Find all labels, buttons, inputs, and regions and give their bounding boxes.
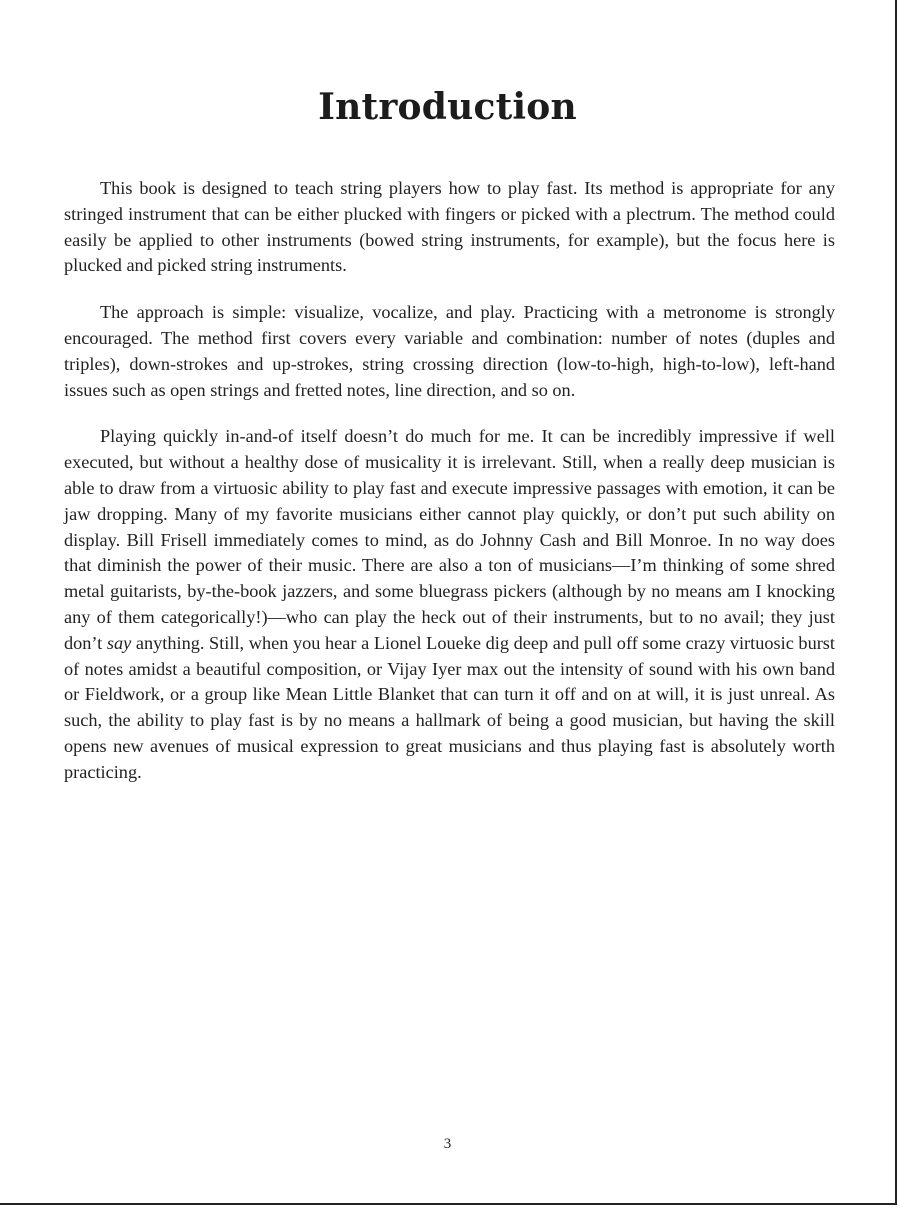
page-number: 3 [443,1136,452,1152]
paragraph-1: This book is designed to teach string players how to play fast. Its method is appropriate for any stringed instrument that can be either plucked with fingers or picked with a plectrum. The method could easily be applied to other instruments (bowed string instruments, for example), but the focus here is plucked and picked string instruments. [64,178,835,276]
body-text [64,176,835,807]
paragraph-2: The approach is simple: visualize, vocalize, and play. Practicing with a metronome is strongly encouraged. The method first covers every variable and combination: number of notes (duples and triples), down-strokes and up-strokes, string crossing direction (low-to-high, high-to-low), left-hand issues such as open strings and fretted notes, line direction, and so on. [64,302,835,400]
paragraph-3 [64,424,835,785]
italic-emphasis-say: say [106,632,132,653]
paragraph-3-text-after-italic: anything. Still, when you hear a Lionel Loueke dig deep and pull off some crazy virtuosic burst of notes amidst a beautiful composition, or Vijay Iyer max out the intensity of sound with his own band or Fieldwork, or a group like Mean Little Blanket that can turn it off and on at will, it is just unreal. As such, the ability to play fast is by no means a hallmark of being a good musician, but having the skill opens new avenues of musical expression to great musicians and thus playing fast is absolutely worth practicing. [64,632,835,782]
page-title: Introduction [318,86,577,128]
paragraph-3-text-before-italic: Playing quickly in-and-of itself doesn’t do much for me. It can be incredibly impressive if well executed, but without a healthy dose of musicality it is irrelevant. Still, when a really deep musician is able to draw from a virtuosic ability to play fast and execute impressive passages with emotion, it can be jaw dropping. Many of my favorite musicians either cannot play quickly, or don’t put such ability on display. Bill Frisell immediately comes to mind, as do Johnny Cash and Bill Monroe. In no way does that diminish the power of their music. There are also a ton of musicians—I’m thinking of some shred metal guitarists, by-the-book jazzers, and some bluegrass pickers (although by no means am I knocking any of them categorically!)—who can play the heck out of their instruments, but to no avail; they just don’t [64,426,835,653]
